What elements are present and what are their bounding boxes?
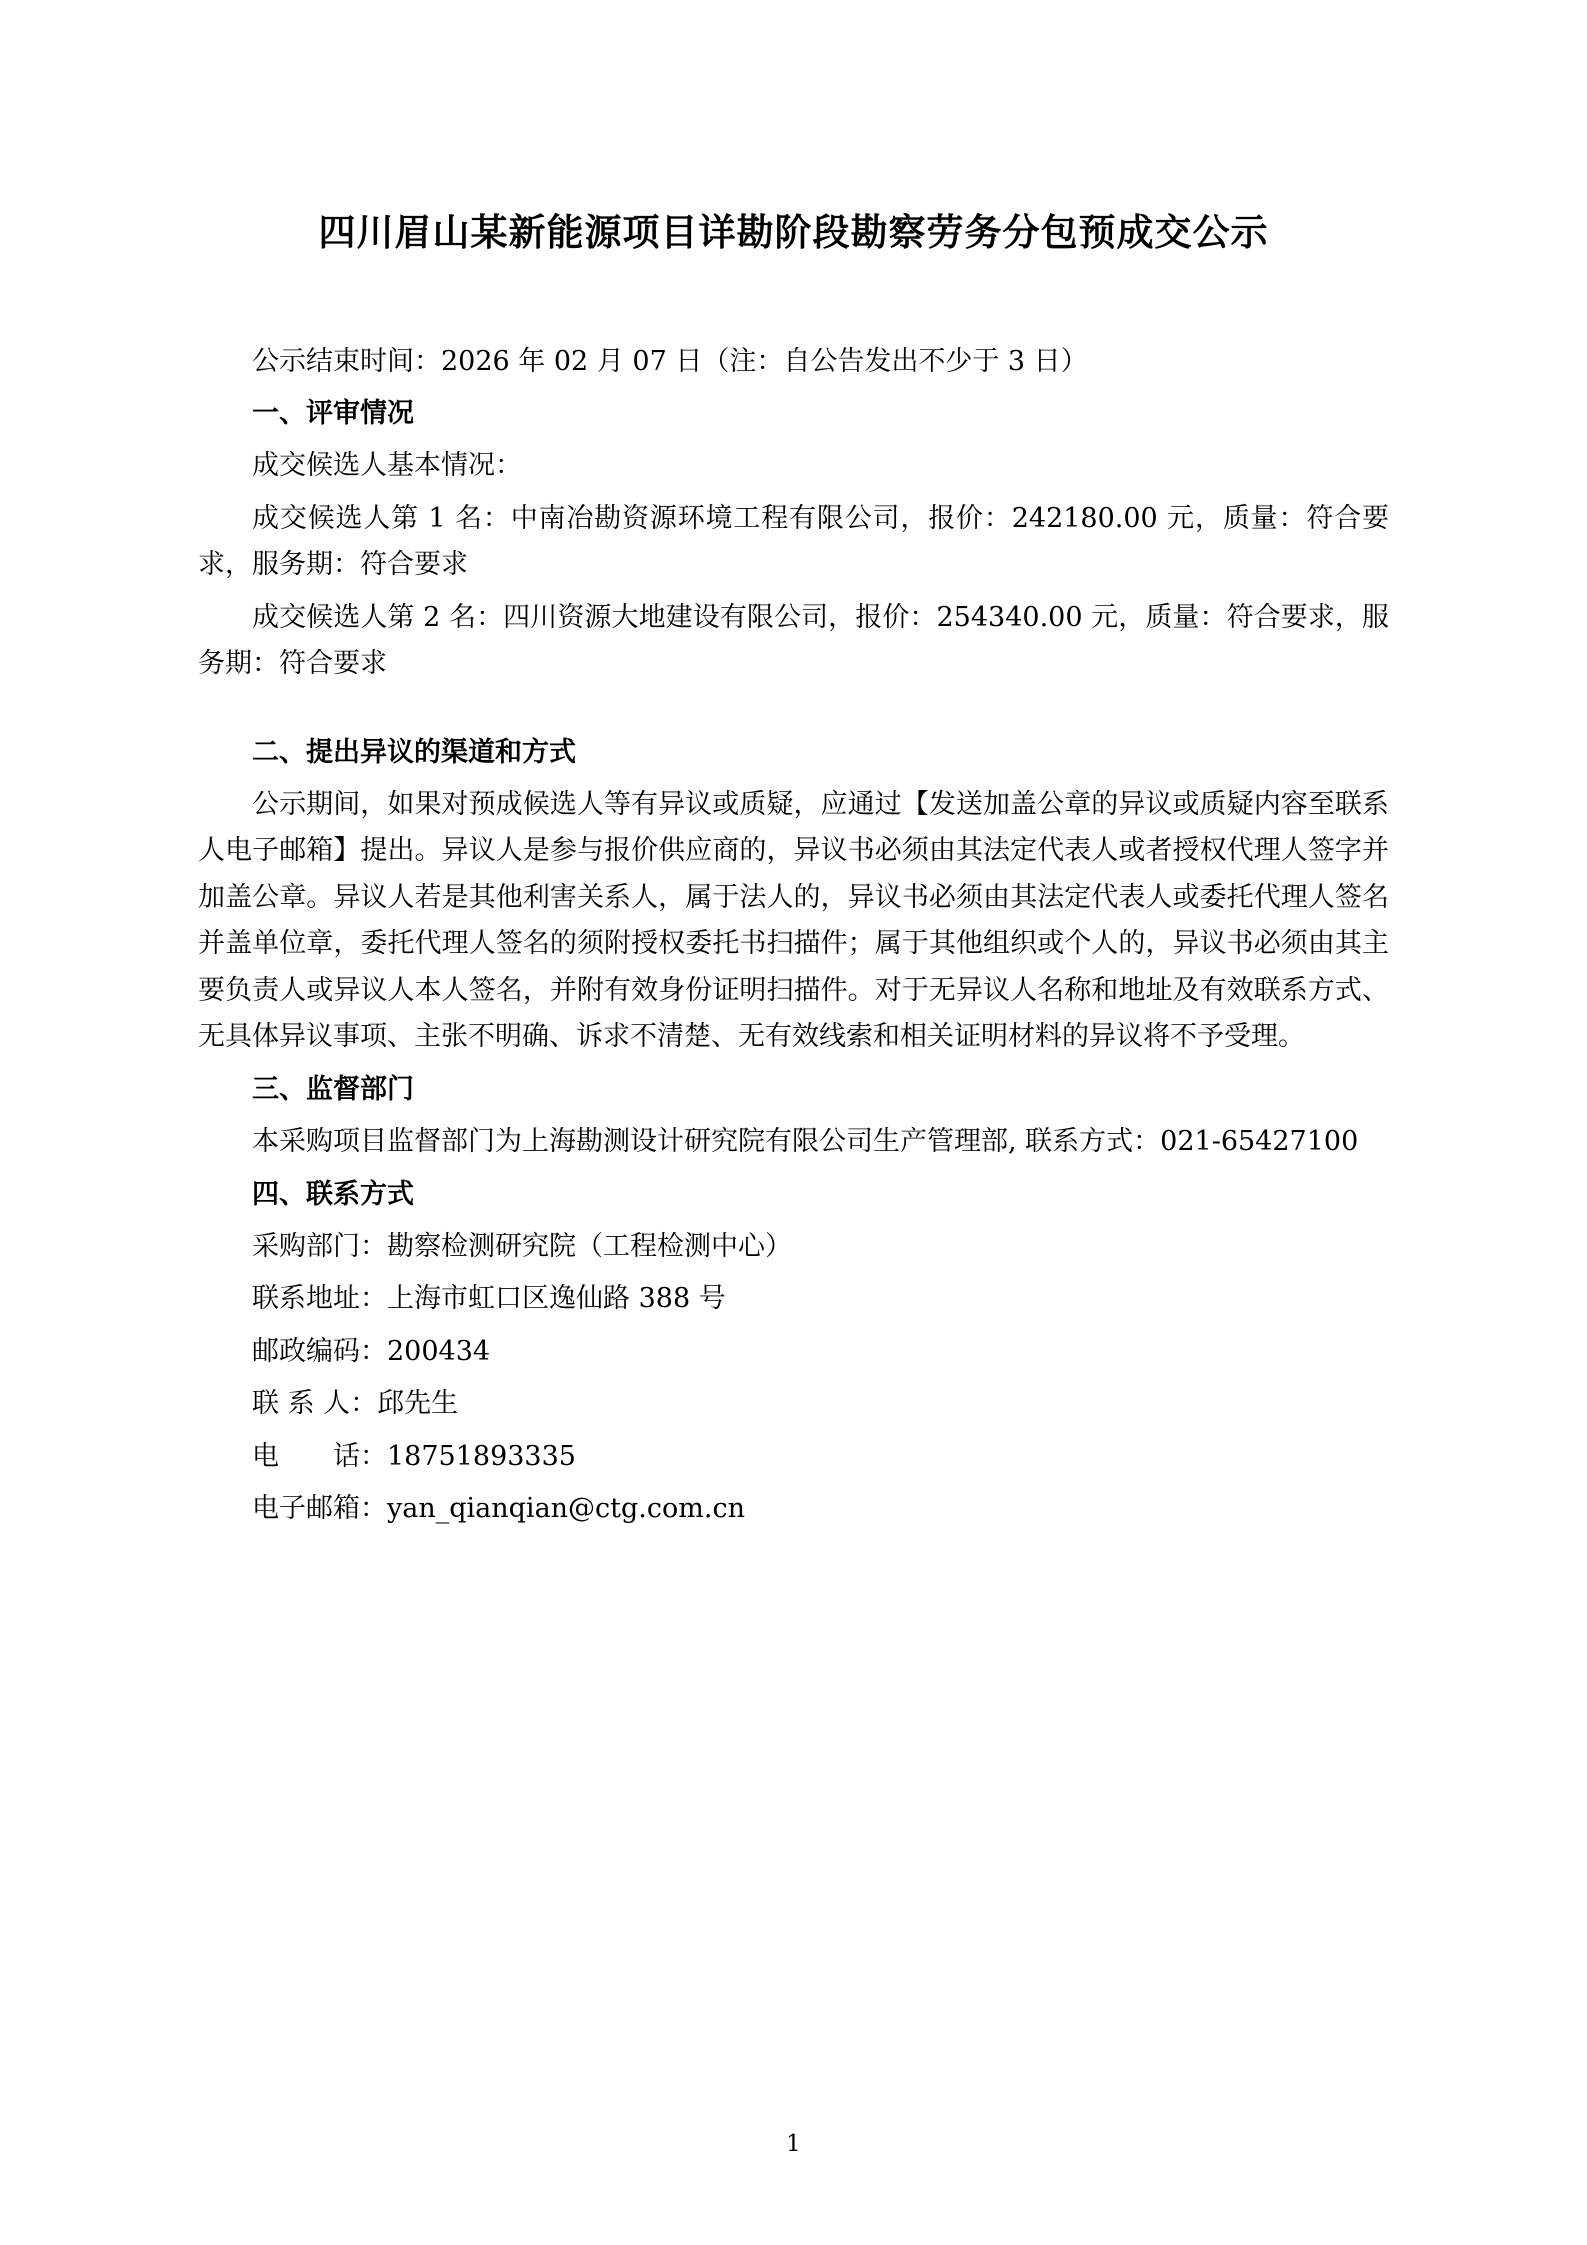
email-line [198,1486,1389,1532]
deadline-line: 公示结束时间：2026 年 02 月 07 日（注：自公告发出不少于 3 日） [252,345,1088,377]
section-3-heading: 三、监督部门 [252,1073,414,1105]
postcode: 邮政编码：200434 [252,1335,491,1367]
email-label: 电子邮箱： [252,1493,387,1525]
section-4-heading: 四、联系方式 [252,1178,414,1210]
purchasing-department: 采购部门：勘察检测研究院（工程检测中心） [252,1230,792,1262]
email-value: yan_qianqian@ctg.com.cn [387,1493,745,1525]
section-2-heading: 二、提出异议的渠道和方式 [252,736,576,768]
contact-person-label: 联 系 人： [252,1388,378,1420]
page-number: 1 [786,2131,801,2157]
phone-value: 18751893335 [387,1440,576,1472]
section-1-heading: 一、评审情况 [252,397,414,429]
contact-person-line [198,1381,1389,1427]
contact-person-value: 邱先生 [377,1388,459,1420]
page-title: 四川眉山某新能源项目详勘阶段勘察劳务分包预成交公示 [318,210,1269,254]
phone-line [198,1434,1389,1480]
section-1-intro: 成交候选人基本情况： [252,450,522,482]
section-2-paragraph: 公示期间，如果对预成候选人等有异议或质疑，应通过【发送加盖公章的异议或质疑内容至联系人电子邮箱】提出。异议人是参与报价供应商的，异议书必须由其法定代表人或者授权代理人签字并加盖公章。异议人若是其他利害关系人，属于法人的，异议书必须由其法定代表人或委托代理人签名并盖单位章，委托代理人签名的须附授权委托书扫描件；属于其他组织或个人的，异议书必须由其主要负责人或异议人本人签名，并附有效身份证明扫描件。对于无异议人名称和地址及有效联系方式、无具体异议事项、主张不明确、诉求不清楚、无有效线索和相关证明材料的异议将不予受理。 [198,789,1389,1053]
phone-label: 电 话： [252,1440,387,1472]
candidate-1: 成交候选人第 1 名：中南冶勘资源环境工程有限公司，报价：242180.00 元，质量：符合要求，服务期：符合要求 [198,502,1389,581]
section-3-paragraph: 本采购项目监督部门为上海勘测设计研究院有限公司生产管理部, 联系方式：021-65427100 [252,1126,1359,1158]
contact-address: 联系地址：上海市虹口区逸仙路 388 号 [252,1283,726,1315]
candidate-2: 成交候选人第 2 名：四川资源大地建设有限公司，报价：254340.00 元，质量：符合要求，服务期：符合要求 [198,601,1389,680]
document-body [198,339,1389,1533]
